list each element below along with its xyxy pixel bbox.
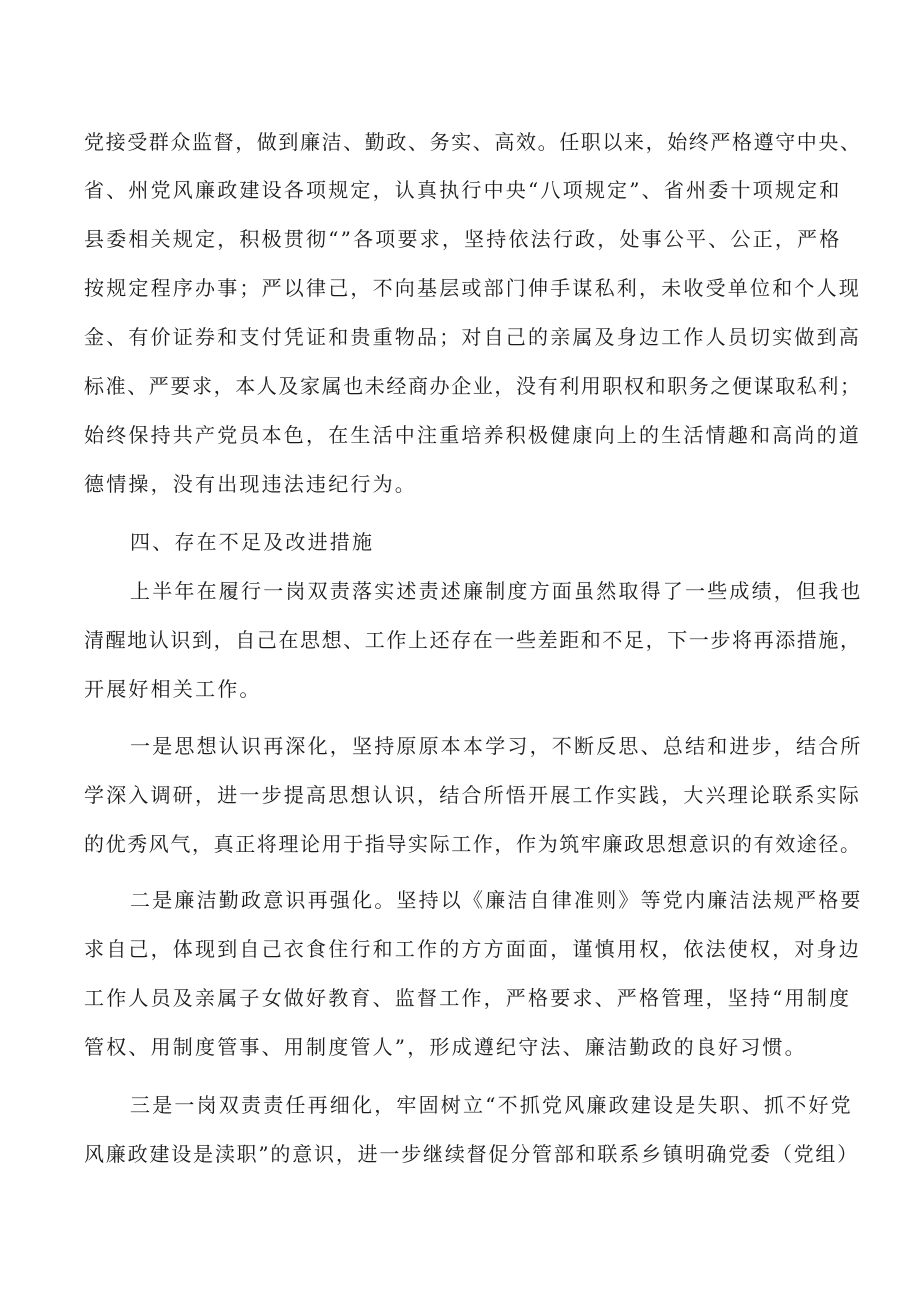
paragraph-first-line: 二是廉洁勤政意识再强化。坚持以《廉洁自律准则》等党内廉洁法规严格要 (130, 888, 863, 912)
paragraph-first-line: 上半年在履行一岗双责落实述责述廉制度方面虽然取得了一些成绩，但我也 (130, 579, 863, 603)
body-text-line: 党接受群众监督，做到廉洁、勤政、务实、高效。任职以来，始终严格遵守中央、 (84, 130, 862, 154)
body-text-line: 按规定程序办事；严以律己，不向基层或部门伸手谋私利，未收受单位和个人现 (84, 276, 861, 300)
body-text-line: 省、州党风廉政建设各项规定，认真执行中央“八项规定”、省州委十项规定和 (84, 178, 842, 202)
body-text-line: 工作人员及亲属子女做好教育、监督工作，严格要求、严格管理，坚持“用制度 (84, 986, 852, 1010)
section-heading: 四、存在不足及改进措施 (130, 530, 375, 554)
body-text-line: 金、有价证券和支付凭证和贵重物品；对自己的亲属及身边工作人员切实做到高 (84, 325, 861, 349)
body-text-line: 求自己，体现到自己衣食住行和工作的方方面面，谨慎用权，依法使权，对身边 (84, 937, 861, 961)
body-text-line: 学深入调研，进一步提高思想认识，结合所悟开展工作实践，大兴理论联系实际 (84, 783, 861, 807)
body-text-line: 德情操，没有出现违法违纪行为。 (84, 472, 417, 496)
body-text-line: 开展好相关工作。 (84, 677, 262, 701)
body-text-line: 的优秀风气，真正将理论用于指导实际工作，作为筑牢廉政思想意识的有效途径。 (84, 832, 862, 856)
body-text-line: 风廉政建设是渎职”的意识，进一步继续督促分管部和联系乡镇明确党委（党组） (84, 1142, 860, 1166)
body-text-line: 标准、严要求，本人及家属也未经商办企业，没有利用职权和职务之便谋取私利； (84, 374, 862, 398)
body-text-line: 县委相关规定，积极贯彻“”各项要求，坚持依法行政，处事公平、公正，严格 (84, 227, 842, 251)
body-text-line: 清醒地认识到，自己在思想、工作上还存在一些差距和不足，下一步将再添措施， (84, 628, 862, 652)
body-text-line: 管权、用制度管事、用制度管人”，形成遵纪守法、廉洁勤政的良好习惯。 (84, 1035, 807, 1059)
paragraph-first-line: 三是一岗双责责任再细化，牢固树立“不抓党风廉政建设是失职、抓不好党 (130, 1093, 853, 1117)
body-text-line: 始终保持共产党员本色，在生活中注重培养积极健康向上的生活情趣和高尚的道 (84, 423, 861, 447)
paragraph-first-line: 一是思想认识再深化，坚持原原本本学习，不断反思、总结和进步，结合所 (130, 734, 863, 758)
